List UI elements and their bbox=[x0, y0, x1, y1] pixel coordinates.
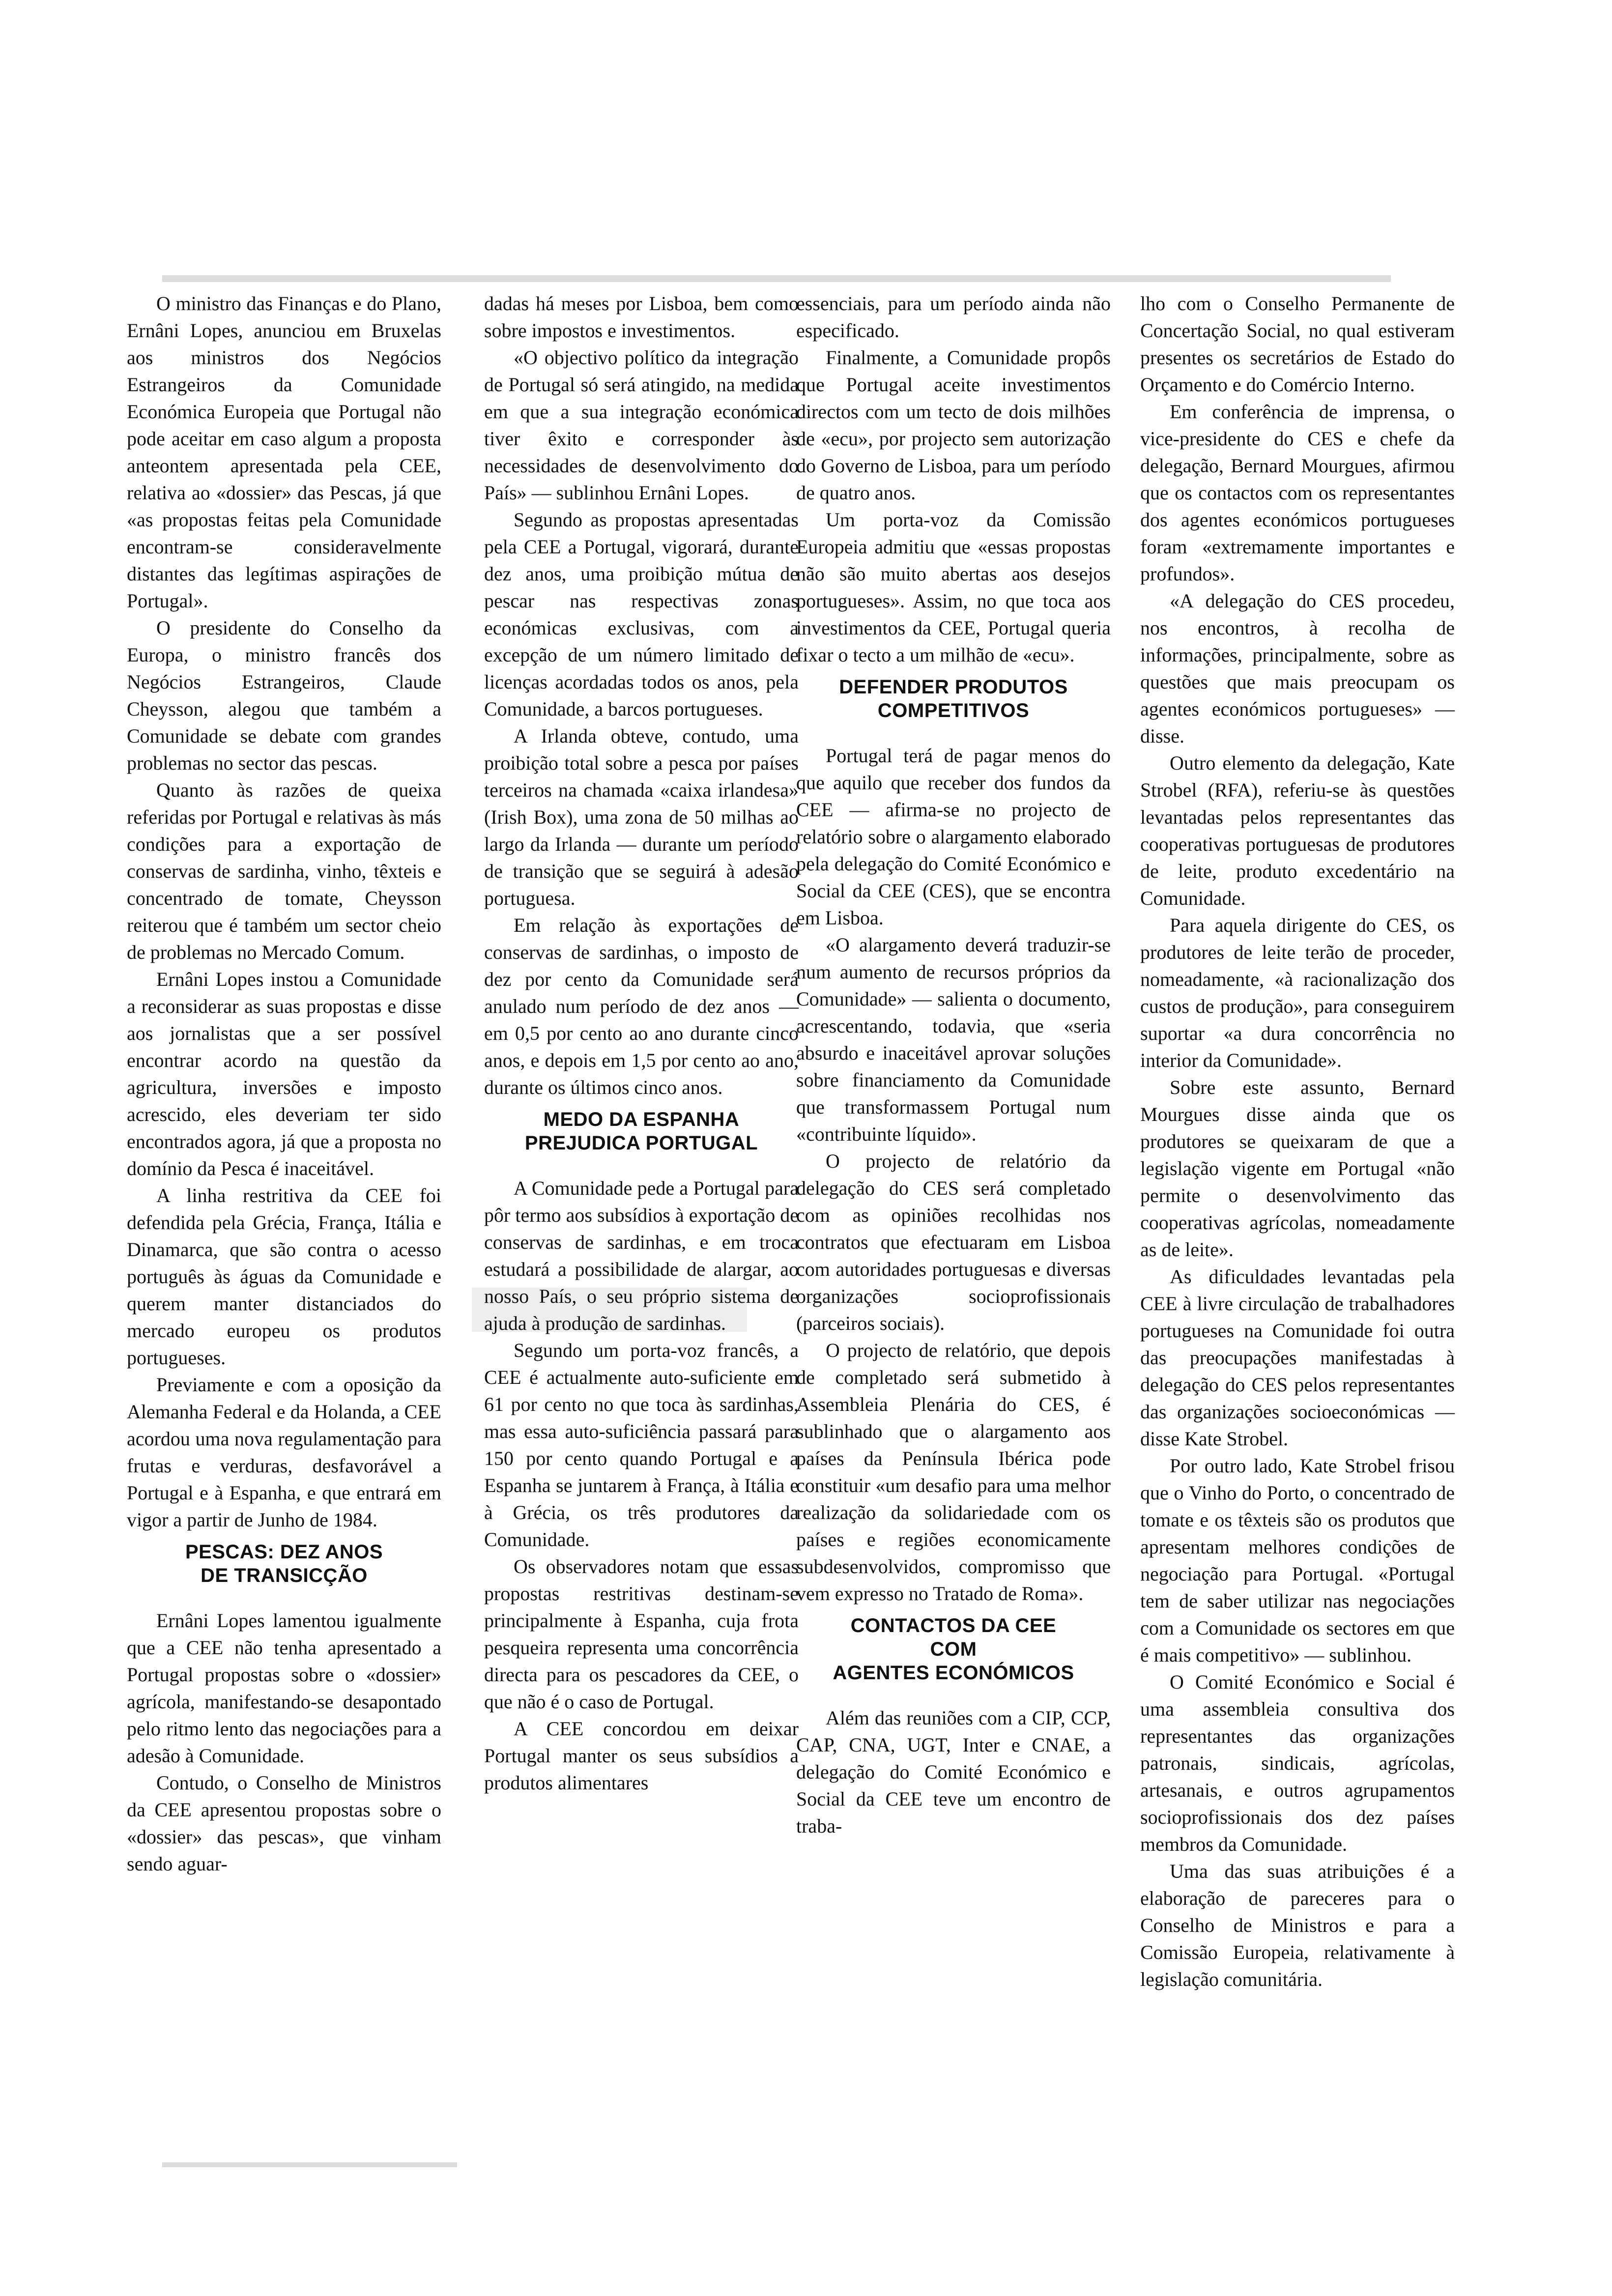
article-paragraph: Sobre este assunto, Bernard Mourgues disse ainda que os produtores se queixaram de que a legislação vigente em Portugal «não permite o desenvolvimento das cooperativas agrícolas, nomeadamente as de leite». bbox=[1140, 1076, 1455, 1261]
article-paragraph: O presidente do Conselho da Europa, o ministro francês dos Negócios Estrangeiros, Claude Cheysson, alegou que também a Comunidade se debate com grandes problemas no sector das pescas. bbox=[127, 617, 441, 774]
article-paragraph: A Irlanda obteve, contudo, uma proibição total sobre a pesca por países terceiros na chamada «caixa irlandesa» (Irish Box), uma zona de 50 milhas ao largo da Irlanda — durante um período de transição que se seguirá à adesão portuguesa. bbox=[484, 725, 799, 909]
article-column-4 bbox=[1140, 290, 1455, 1993]
article-paragraph: Segundo as propostas apresentadas pela CEE a Portugal, vigorará, durante dez anos, uma proibição mútua de pescar nas respectivas zonas económicas exclusivas, com a excepção de um número limitado de licenças acordadas todos os anos, pela Comunidade, a barcos portugueses. bbox=[484, 509, 799, 720]
article-paragraph: Em relação às exportações de conservas de sardinhas, o imposto de dez por cento da Comunidade será anulado num período de dez anos — em 0,5 por cento ao ano durante cinco anos, e depois em 1,5 por cento ao ano, durante os últimos cinco anos. bbox=[484, 914, 799, 1098]
section-heading-line: DEFENDER PRODUTOS bbox=[839, 676, 1068, 698]
section-heading-line: PESCAS: DEZ ANOS bbox=[185, 1541, 383, 1563]
section-heading bbox=[484, 1108, 799, 1155]
article-paragraph: A Comunidade pede a Portugal para pôr termo aos subsídios à exportação de conservas de sardinhas, e em troca estudará a possibilidade de alargar, ao nosso País, o seu próprio sistema de ajuda à produção de sardinhas. bbox=[484, 1177, 799, 1334]
article-paragraph: Segundo um porta-voz francês, a CEE é actualmente auto-suficiente em 61 por cento no que toca às sardinhas, mas essa auto-suficiência passará para 150 por cento quando Portugal e a Espanha se juntarem à França, à Itália e à Grécia, os três produtores da Comunidade. bbox=[484, 1339, 799, 1550]
article-paragraph: lho com o Conselho Permanente de Concertação Social, no qual estiveram presentes os secretários de Estado do Orçamento e do Comércio Interno. bbox=[1140, 292, 1455, 396]
bottom-speckle-band bbox=[162, 2162, 457, 2167]
article-column-3 bbox=[796, 290, 1111, 1839]
article-paragraph: O ministro das Finanças e do Plano, Ernâni Lopes, anunciou em Bruxelas aos ministros dos Negócios Estrangeiros da Comunidade Económica Europeia que Portugal não pode aceitar em caso algum a proposta anteontem apresentada pela CEE, relativa ao «dossier» das Pescas, já que «as propostas feitas pela Comunidade encontram-se consideravelmente distantes das legítimas aspirações de Portugal». bbox=[127, 292, 441, 612]
article-paragraph: Outro elemento da delegação, Kate Strobel (RFA), referiu-se às questões levantadas pelos representantes das cooperativas portuguesas de produtores de leite, produto excedentário na Comunidade. bbox=[1140, 752, 1455, 909]
top-speckle-band bbox=[162, 275, 1391, 282]
article-paragraph: Os observadores notam que essas propostas restritivas destinam-se principalmente à Espanha, cuja frota pesqueira representa uma concorrência directa para os pescadores da CEE, o que não é o caso de Portugal. bbox=[484, 1555, 799, 1713]
article-paragraph: Um porta-voz da Comissão Europeia admitiu que «essas propostas não são muito abertas aos desejos portugueses». Assim, no que toca aos investimentos da CEE, Portugal queria fixar o tecto a um milhão de «ecu». bbox=[796, 509, 1111, 666]
section-heading-line: CONTACTOS DA CEE bbox=[850, 1615, 1057, 1636]
article-paragraph: O Comité Económico e Social é uma assembleia consultiva dos representantes das organizações patronais, sindicais, agrícolas, artesanais, e outros agrupamentos socioprofissionais dos dez países membros da Comunidade. bbox=[1140, 1671, 1455, 1855]
article-paragraph: Em conferência de imprensa, o vice-presidente do CES e chefe da delegação, Bernard Mourgues, afirmou que os contactos com os representantes dos agentes económicos portugueses foram «extremamente importantes e profundos». bbox=[1140, 401, 1455, 585]
section-heading bbox=[796, 1614, 1111, 1685]
article-paragraph: O projecto de relatório, que depois de completado será submetido à Assembleia Plenária do CES, é sublinhado que o alargamento aos países da Península Ibérica pode constituir «um desafio para uma melhor realização da solidariedade com os países e regiões economicamente subdesenvolvidos, compromisso que vem expresso no Tratado de Roma». bbox=[796, 1339, 1111, 1605]
article-paragraph: A linha restritiva da CEE foi defendida pela Grécia, França, Itália e Dinamarca, que são contra o acesso português às águas da Comunidade e querem manter distanciados do mercado europeu os produtos portugueses. bbox=[127, 1184, 441, 1369]
section-heading-line: AGENTES ECONÓMICOS bbox=[833, 1662, 1074, 1684]
article-paragraph: dadas há meses por Lisboa, bem como sobre impostos e investimentos. bbox=[484, 292, 799, 342]
article-paragraph: essenciais, para um período ainda não especificado. bbox=[796, 292, 1111, 342]
article-paragraph: «O objectivo político da integração de Portugal só será atingido, na medida em que a sua integração económica tiver êxito e corresponder às necessidades de desenvolvimento do País» — sublinhou Ernâni Lopes. bbox=[484, 346, 799, 504]
section-heading-line: MEDO DA ESPANHA bbox=[543, 1109, 740, 1130]
article-paragraph: A CEE concordou em deixar Portugal manter os seus subsídios a produtos alimentares bbox=[484, 1718, 799, 1794]
article-paragraph: Ernâni Lopes lamentou igualmente que a CEE não tenha apresentado a Portugal propostas sobre o «dossier» agrícola, manifestando-se desapontado pelo ritmo lento das negociações para a adesão à Comunidade. bbox=[127, 1609, 441, 1767]
article-paragraph: «A delegação do CES procedeu, nos encontros, à recolha de informações, principalmente, sobre as questões que mais preocupam os agentes económicos portugueses» — disse. bbox=[1140, 590, 1455, 747]
article-paragraph: Uma das suas atribuições é a elaboração de pareceres para o Conselho de Ministros e para a Comissão Europeia, relativamente à legislação comunitária. bbox=[1140, 1860, 1455, 1990]
article-paragraph: Previamente e com a oposição da Alemanha Federal e da Holanda, a CEE acordou uma nova regulamentação para frutas e verduras, desfavorável a Portugal e à Espanha, e que entrará em vigor a partir de Junho de 1984. bbox=[127, 1374, 441, 1531]
article-paragraph: Além das reuniões com a CIP, CCP, CAP, CNA, UGT, Inter e CNAE, a delegação do Comité Económico e Social da CEE teve um encontro de traba- bbox=[796, 1707, 1111, 1837]
section-heading-line: PREJUDICA PORTUGAL bbox=[524, 1132, 758, 1154]
article-paragraph: «O alargamento deverá traduzir-se num aumento de recursos próprios da Comunidade» — salienta o documento, acrescentando, todavia, que «seria absurdo e inaceitável aprovar soluções sobre financiamento da Comunidade que transformassem Portugal num «contribuinte líquido». bbox=[796, 934, 1111, 1145]
article-paragraph: Portugal terá de pagar menos do que aquilo que receber dos fundos da CEE — afirma-se no projecto de relatório sobre o alargamento elaborado pela delegação do Comité Económico e Social da CEE (CES), que se encontra em Lisboa. bbox=[796, 745, 1111, 929]
section-heading-line: COM bbox=[930, 1638, 977, 1660]
section-heading bbox=[796, 675, 1111, 722]
article-column-1 bbox=[127, 290, 441, 1877]
article-paragraph: Contudo, o Conselho de Ministros da CEE apresentou propostas sobre o «dossier» das pescas», que vinham sendo aguar- bbox=[127, 1772, 441, 1875]
article-paragraph: Para aquela dirigente do CES, os produtores de leite terão de proceder, nomeadamente, «à racionalização dos custos de produção», para conseguirem suportar «a dura concorrência no interior da Comunidade». bbox=[1140, 914, 1455, 1071]
article-paragraph: As dificuldades levantadas pela CEE à livre circulação de trabalhadores portugueses na Comunidade foi outra das preocupações manifestadas à delegação do CES pelos representantes das organizações socioeconómicas — disse Kate Strobel. bbox=[1140, 1265, 1455, 1450]
section-heading-line: DE TRANSICÇÃO bbox=[201, 1565, 368, 1586]
section-heading bbox=[127, 1540, 441, 1587]
article-paragraph: O projecto de relatório da delegação do CES será completado com as opiniões recolhidas nos contratos que efectuaram em Lisboa com autoridades portuguesas e diversas organizações socioprofissionais (parceiros sociais). bbox=[796, 1150, 1111, 1334]
article-paragraph: Quanto às razões de queixa referidas por Portugal e relativas às más condições para a exportação de conservas de sardinha, vinho, têxteis e concentrado de tomate, Cheysson reiterou que é também um sector cheio de problemas no Mercado Comum. bbox=[127, 779, 441, 963]
article-paragraph: Finalmente, a Comunidade propôs que Portugal aceite investimentos directos com um tecto de dois milhões de «ecu», por projecto sem autorização do Governo de Lisboa, para um período de quatro anos. bbox=[796, 346, 1111, 504]
article-paragraph: Por outro lado, Kate Strobel frisou que o Vinho do Porto, o concentrado de tomate e os têxteis são os produtos que apresentam melhores condições de negociação para Portugal. «Portugal tem de saber utilizar nas negociações com a Comunidade os sectores em que é mais competitivo» — sublinhou. bbox=[1140, 1455, 1455, 1666]
article-column-2 bbox=[484, 290, 799, 1796]
section-heading-line: COMPETITIVOS bbox=[877, 700, 1030, 721]
article-paragraph: Ernâni Lopes instou a Comunidade a reconsiderar as suas propostas e disse aos jornalistas que a ser possível encontrar acordo na questão da agricultura, inversões e imposto acrescido, eles deveriam ter sido encontrados agora, já que a proposta no domínio da Pesca é inaceitável. bbox=[127, 968, 441, 1179]
